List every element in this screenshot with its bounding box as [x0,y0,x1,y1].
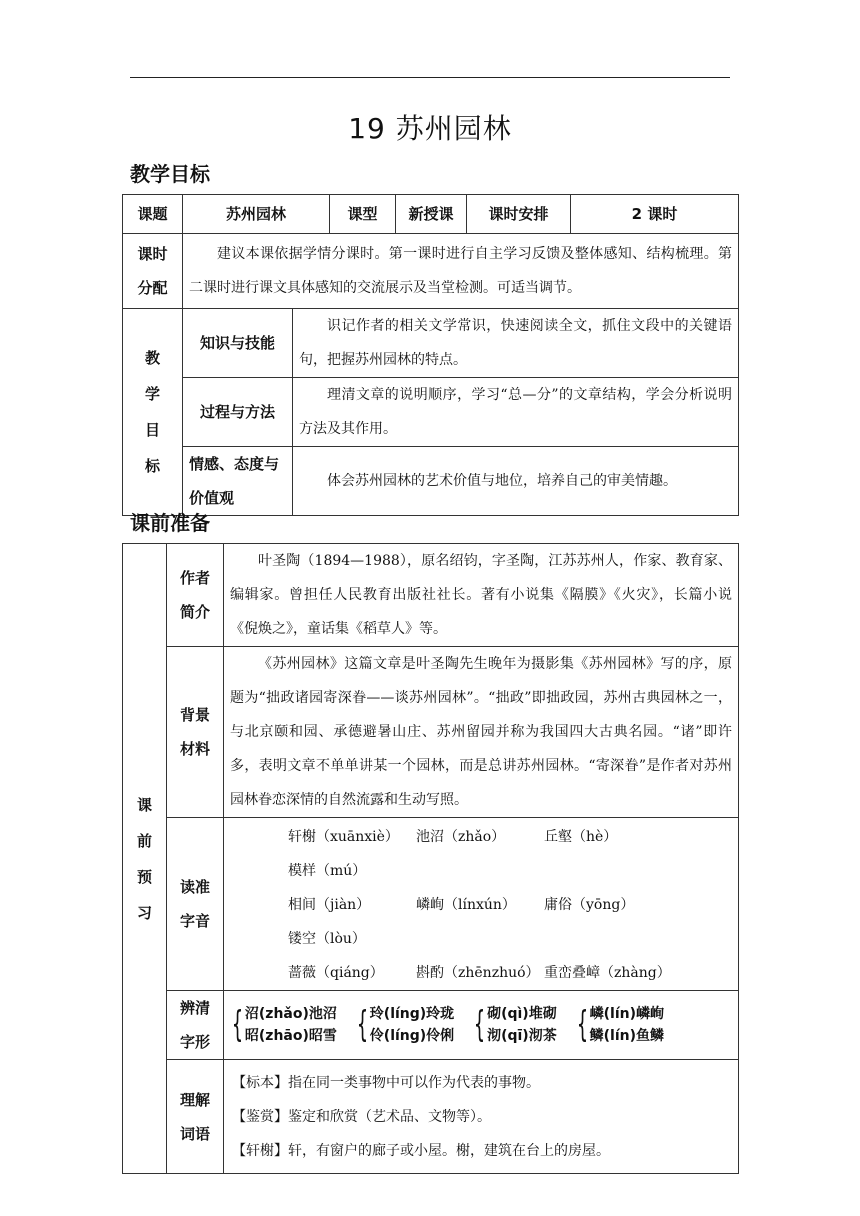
goals-table [122,194,739,516]
goal-text-knowledge: 识记作者的相关文学常识，快速阅读全文，抓住文段中的关键语句，把握苏州园林的特点。 [293,309,739,378]
vocab-item: 【鉴赏】鉴定和欣赏（艺术品、文物等）。 [232,1108,491,1125]
vocab-item: 【标本】指在同一类事物中可以作为代表的事物。 [232,1074,540,1091]
goal-label-knowledge: 知识与技能 [183,309,293,378]
vocab-list [224,1060,739,1174]
pron-item: 池沼（zhǎo） [416,829,506,845]
goal-label-emotion: 情感、态度与价值观 [183,447,293,516]
page-title: 19 苏州园林 [348,112,512,145]
pron-item: 嶙峋（línxún） [416,897,516,913]
pron-item: 模样（mú） [288,863,367,879]
header-cell-schedule: 课时安排 [467,195,571,234]
type-value: 新授课 [396,195,467,234]
vocab-label: 理解 词语 [167,1060,224,1174]
section-heading-prep: 课前准备 [130,511,210,535]
glyph-pairs [224,991,739,1060]
glyph-label: 辨清 字形 [167,991,224,1060]
section-heading-goals: 教学目标 [130,162,210,186]
goal-text-process: 理清文章的说明顺序，学习“总—分”的文章结构，学会分析说明方法及其作用。 [293,378,739,447]
glyph-pair: { 砌(qì)堆砌 沏(qī)沏茶 [473,1004,557,1045]
author-label: 作者 简介 [167,544,224,647]
allocation-text: 建议本课依据学情分课时。第一课时进行自主学习反馈及整体感知、结构梳理。第二课时进行课文具体感知的交流展示及当堂检测。可适当调节。 [183,234,739,309]
header-cell-topic: 课题 [123,195,183,234]
pron-row [288,820,732,888]
glyph-pair: { 沼(zhǎo)池沼 昭(zhāo)昭雪 [231,1004,337,1045]
vocab-item: 【轩榭】轩，有窗户的廊子或小屋。榭，建筑在台上的房屋。 [232,1142,610,1159]
header-cell-type: 课型 [330,195,396,234]
allocation-label: 课时 分配 [123,234,183,309]
prep-table [122,543,739,1174]
prep-vertical-label: 课 前 预 习 [123,544,167,1174]
pron-row [288,888,732,956]
goals-vertical-label: 教 学 目 标 [123,309,183,516]
pron-item: 轩榭（xuānxiè） [288,829,399,845]
pron-item: 蔷薇（qiáng） [288,965,384,981]
pronunciation-label: 读准 字音 [167,818,224,991]
topic-value: 苏州园林 [183,195,330,234]
goal-label-process: 过程与方法 [183,378,293,447]
background-text: 《苏州园林》这篇文章是叶圣陶先生晚年为摄影集《苏州园林》写的序，原题为“拙政诸园寄深眷——谈苏州园林”。“拙政”即拙政园，苏州古典园林之一，与北京颐和园、承德避暑山庄、苏州留园并称为我国四大古典名园。“诸”即许多，表明文章不单单讲某一个园林，而是总讲苏州园林。“寄深眷”是作者对苏州园林眷恋深情的自然流露和生动写照。 [224,647,739,818]
background-label: 背景 材料 [167,647,224,818]
glyph-pair: { 嶙(lín)嶙峋 鳞(lín)鱼鳞 [576,1004,664,1045]
pron-item: 重峦叠嶂（zhàng） [544,965,671,981]
header-rule [130,77,730,78]
pron-item: 镂空（lòu） [288,931,366,947]
goal-text-emotion: 体会苏州园林的艺术价值与地位，培养自己的审美情趣。 [293,447,739,516]
pronunciation-list [224,818,739,991]
author-text: 叶圣陶（1894—1988），原名绍钧，字圣陶，江苏苏州人，作家、教育家、编辑家。曾担任人民教育出版社社长。著有小说集《隔膜》《火灾》，长篇小说《倪焕之》，童话集《稻草人》等。 [224,544,739,647]
pron-row [288,956,732,990]
pron-item: 斟酌（zhēnzhuó） [416,965,540,981]
pron-item: 庸俗（yōng） [544,897,635,913]
glyph-pair: { 玲(líng)玲珑 伶(líng)伶俐 [356,1004,455,1045]
schedule-value: 2 课时 [571,195,739,234]
pron-item: 相间（jiàn） [288,897,371,913]
pron-item: 丘壑（hè） [544,829,618,845]
